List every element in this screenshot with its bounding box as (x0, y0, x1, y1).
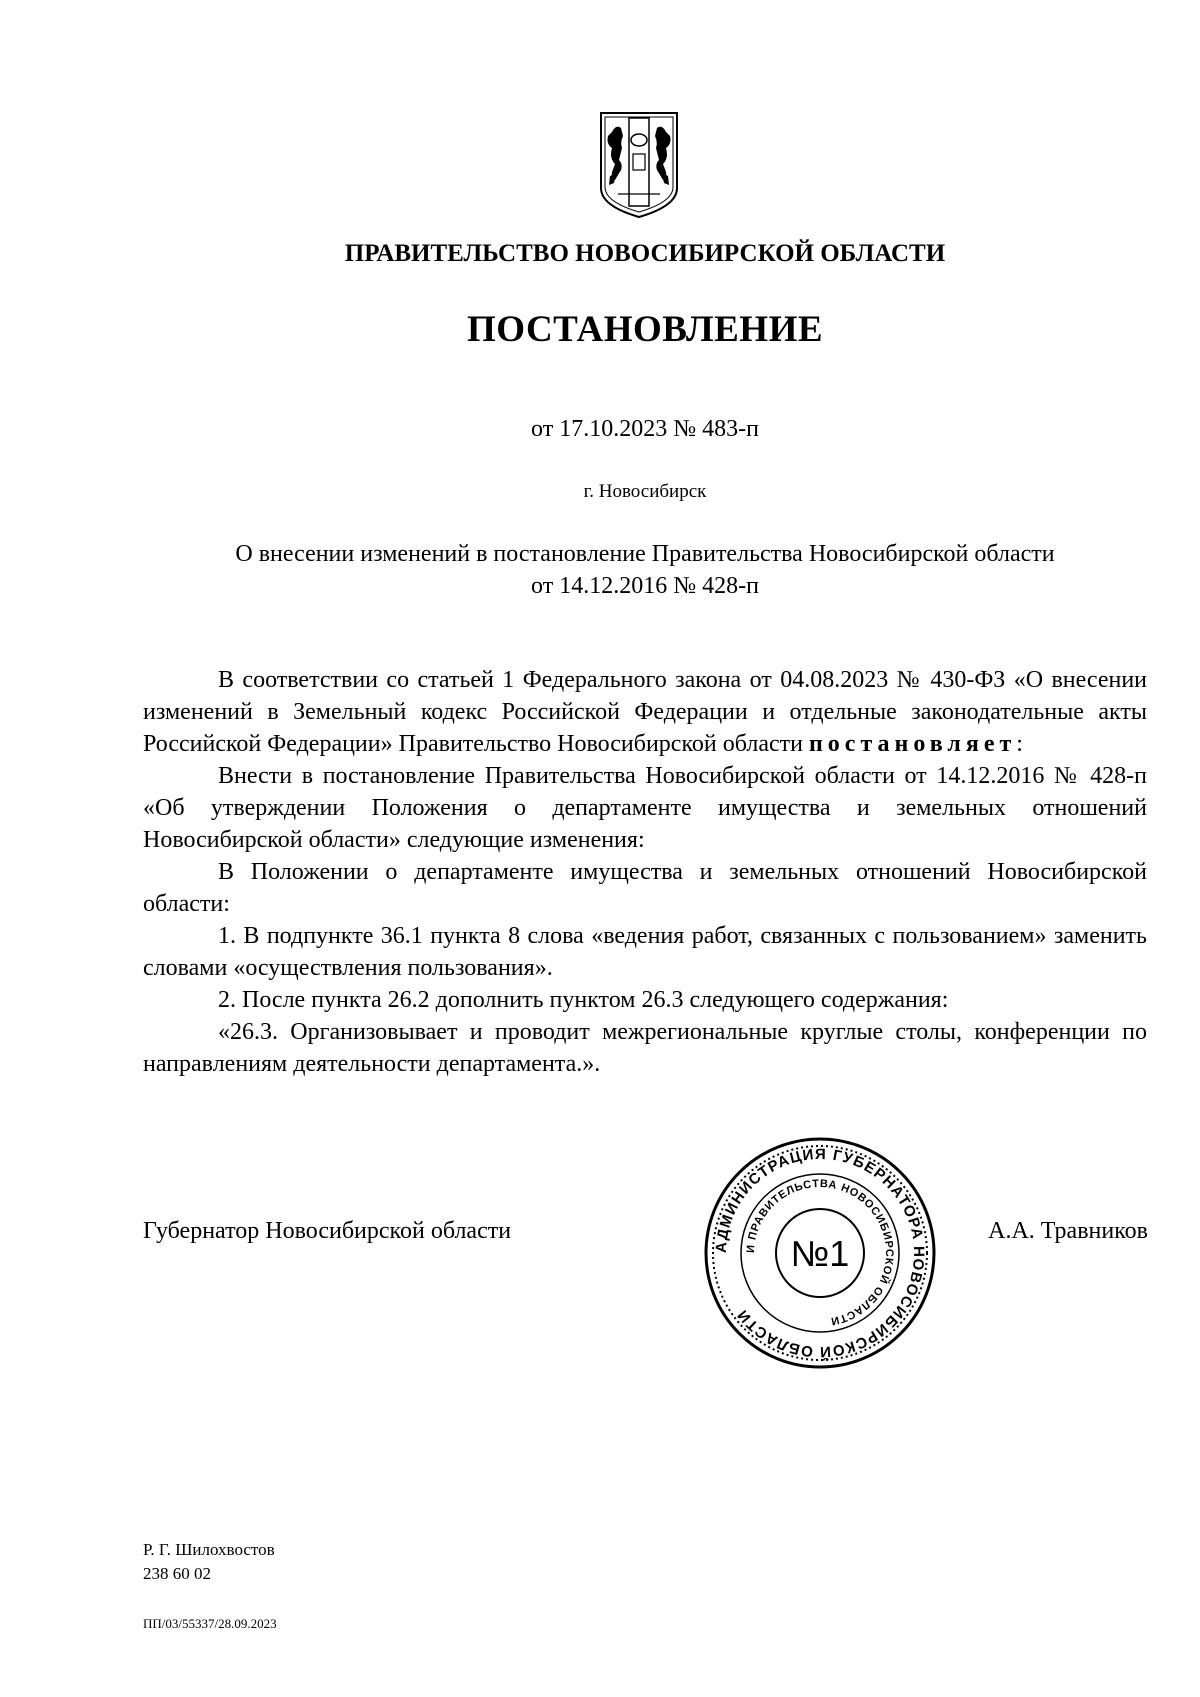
executor-name: Р. Г. Шилохвостов (143, 1540, 275, 1559)
seal-inner-text: И ПРАВИТЕЛЬСТВА НОВОСИБИРСКОЙ ОБЛАСТИ (744, 1177, 896, 1328)
paragraph-item-1: 1. В подпункте 36.1 пункта 8 слова «ведения работ, связанных с пользованием» заменить словами «осуществления пользования». (143, 923, 1147, 981)
paragraph-regulation: В Положении о департаменте имущества и земельных отношений Новосибирской области: (143, 859, 1147, 917)
resolves-keyword: постановляет (808, 731, 1017, 757)
document-date-number: от 17.10.2023 № 483-п (531, 416, 759, 442)
organization-name: ПРАВИТЕЛЬСТВО НОВОСИБИРСКОЙ ОБЛАСТИ (344, 240, 946, 267)
document-title (140, 538, 1150, 602)
official-seal (702, 1135, 938, 1371)
paragraph-amend: Внести в постановление Правительства Новосибирской области от 14.12.2016 № 428-п «Об утверждении Положения о департаменте имущества и земельных отношений Новосибирской области» следующие изменения: (143, 763, 1147, 853)
seal-number: №1 (790, 1233, 850, 1274)
executor-phone: 238 60 02 (143, 1564, 211, 1583)
title-line-2: от 14.12.2016 № 428-п (531, 573, 759, 599)
signatory-name: А.А. Травников (988, 1218, 1148, 1244)
document-type: ПОСТАНОВЛЕНИЕ (466, 309, 824, 350)
document-body (143, 664, 1147, 1080)
document-city: г. Новосибирск (583, 481, 707, 502)
signatory-position: Губернатор Новосибирской области (143, 1218, 512, 1244)
preamble-end: : (1016, 731, 1023, 757)
paragraph-item-2: 2. После пункта 26.2 дополнить пунктом 26.3 следующего содержания: (218, 987, 949, 1013)
paragraph-preamble (143, 664, 1147, 760)
document-code: ПП/03/55337/28.09.2023 (143, 1616, 277, 1631)
paragraph-item-26-3: «26.3. Организовывает и проводит межрегиональные круглые столы, конференции по направлениям деятельности департамента.». (143, 1019, 1147, 1077)
seal-outer-text: АДМИНИСТРАЦИЯ ГУБЕРНАТОРА НОВОСИБИРСКОЙ ОБЛАСТИ (712, 1145, 928, 1361)
preamble-text: В соответствии со статьей 1 Федерального закона от 04.08.2023 № 430-ФЗ «О внесении изменений в Земельный кодекс Российской Федерации и отдельные законодательные акты Российской Федерации» Правительство Новосибирской области (143, 667, 1147, 757)
coat-of-arms-icon (598, 110, 680, 220)
title-line-1: О внесении изменений в постановление Правительства Новосибирской области (235, 541, 1055, 567)
